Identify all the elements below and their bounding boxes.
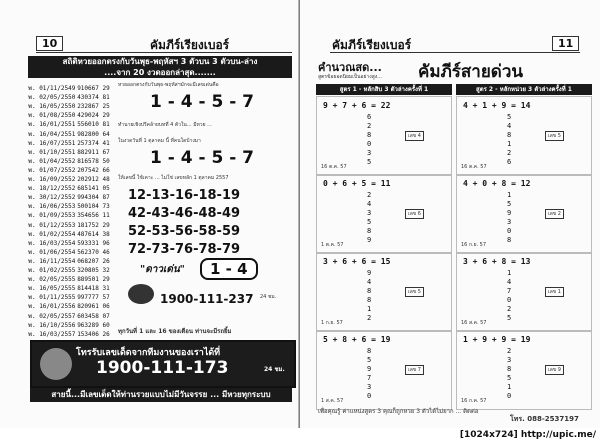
stat-date: 01/11/2549 (39, 85, 76, 92)
draw-date: 1 ต.ค. 57 (321, 242, 344, 248)
lucky-numbers-2: 1 - 4 - 5 - 7 (150, 148, 254, 168)
stat-prefix: พ. (28, 139, 40, 147)
left-header-rule (36, 52, 292, 53)
stat-tail: 46 (102, 248, 110, 256)
stats-banner (28, 56, 292, 78)
digit: 1 (507, 140, 512, 148)
digit: 8 (507, 236, 512, 244)
right-header-rule (330, 52, 580, 53)
stat-tail: 26 (102, 257, 110, 265)
digit: 0 (507, 296, 512, 304)
stat-date: 16/05/2550 (39, 103, 76, 111)
digit: 1 (507, 383, 512, 391)
digit: 5 (507, 200, 512, 208)
stat-date: 16/03/2557 (39, 330, 76, 338)
digit-tag: เลข 4 (405, 131, 424, 141)
stat-number: 816578 (77, 157, 103, 165)
stat-number: 814418 (77, 285, 103, 293)
digit: 0 (367, 140, 372, 148)
stat-tail: 11 (102, 212, 110, 220)
stat-row (28, 275, 114, 284)
stat-prefix: พ. (28, 157, 40, 165)
stat-number: 320805 (77, 267, 103, 274)
stat-prefix: พ. (28, 303, 40, 311)
tip-text-2: ทำนายเชิงปรีคล้ายบทที่ 4 ตัวใน... มีหวย ... (118, 122, 212, 128)
stat-prefix: พ. (28, 276, 40, 284)
formula-cell (316, 330, 452, 410)
stat-prefix: พ. (28, 103, 40, 111)
formula-equation: 9 + 7 + 6 = 22 (323, 101, 391, 110)
stat-prefix: พ. (28, 248, 40, 256)
formula-cell (456, 252, 592, 332)
stat-number: 997777 (77, 294, 103, 302)
stat-number: 430374 (77, 94, 103, 102)
stat-prefix: พ. (28, 121, 40, 129)
formula-cell (316, 96, 452, 176)
stat-date: 16/11/2554 (39, 257, 76, 265)
stat-prefix: พ. (28, 176, 40, 183)
stat-number: 910667 (77, 85, 103, 92)
digit: 7 (507, 287, 512, 295)
stat-prefix: พ. (28, 257, 40, 265)
draw-date: 16 ก.ค. 57 (461, 398, 487, 404)
stat-date: 18/12/2552 (39, 185, 76, 193)
star-label: "ดาวเด่น" (140, 264, 185, 275)
digit-tag: เลข 9 (545, 365, 564, 375)
digit-tag: เลข 7 (405, 365, 424, 375)
stat-row (28, 102, 114, 111)
stat-row (28, 284, 114, 293)
stat-number: 882911 (77, 148, 103, 156)
stat-row (28, 239, 114, 248)
stat-prefix: พ. (28, 194, 40, 202)
stat-number: 593331 (77, 239, 103, 247)
stat-number: 994304 (77, 194, 103, 202)
star-value: 1 - 4 (200, 258, 258, 280)
stat-date: 16/04/2551 (39, 130, 76, 138)
stat-number: 603458 (77, 312, 103, 320)
stat-date: 01/02/2554 (39, 230, 76, 238)
stat-tail: 48 (102, 176, 110, 183)
stat-number: 685141 (77, 185, 103, 193)
stat-number: 500104 (77, 203, 103, 211)
stat-date: 01/08/2550 (39, 112, 76, 120)
stat-date: 16/03/2554 (39, 239, 76, 247)
page-number-right: 11 (552, 36, 579, 51)
stat-row (28, 148, 114, 157)
subtitle: สูตรข้อยอดนิยมเป็นอย่างสูง... (318, 74, 382, 80)
stat-row (28, 93, 114, 102)
formula-cell (316, 174, 452, 254)
stat-date: 16/01/2556 (39, 303, 76, 311)
stat-tail: 64 (102, 130, 110, 138)
formula-equation: 3 + 6 + 8 = 13 (463, 257, 531, 266)
digit: 2 (507, 305, 512, 313)
digit: 2 (507, 347, 512, 355)
digit: 4 (507, 122, 512, 130)
digit-column (507, 347, 511, 401)
stat-date: 16/05/2555 (39, 285, 76, 293)
stat-row (28, 330, 114, 339)
combo-row-1: 12-13-16-18-19 (128, 188, 241, 203)
stat-number: 889501 (77, 276, 103, 284)
stat-prefix: พ. (28, 285, 40, 293)
stat-row (28, 230, 114, 239)
formula-cell (456, 96, 592, 176)
stat-date: 16/06/2553 (39, 203, 76, 211)
stat-row (28, 221, 114, 230)
digit-column (367, 269, 371, 323)
stat-date: 01/11/2555 (39, 294, 76, 302)
hotline-number-1: 1900-111-237 (160, 292, 254, 306)
formula-equation: 5 + 8 + 6 = 19 (323, 335, 391, 344)
stat-number: 232867 (77, 103, 103, 111)
stat-number: 487614 (77, 230, 103, 238)
digit: 8 (367, 131, 372, 139)
digit: 2 (367, 122, 372, 130)
digit: 1 (367, 305, 372, 313)
stat-row (28, 184, 114, 193)
draw-date: 1 ส.ค. 57 (321, 398, 344, 404)
hotline-promo-text: โทรรับเลขเด็ดจากทีมงานของเราได้ที่ (76, 348, 221, 358)
digit: 4 (367, 278, 372, 286)
stat-prefix: พ. (28, 239, 40, 247)
digit: 5 (367, 158, 372, 166)
formula-equation: 1 + 9 + 9 = 19 (463, 335, 531, 344)
digit-column (367, 191, 371, 245)
stat-prefix: พ. (28, 230, 40, 238)
stat-row (28, 211, 114, 220)
digit: 7 (367, 374, 372, 382)
stat-row (28, 130, 114, 139)
digit: 5 (367, 356, 372, 364)
stat-prefix: พ. (28, 294, 40, 302)
draw-date: 16 ก.ย. 57 (461, 242, 487, 248)
digit: 5 (507, 314, 512, 322)
right-header: คัมภีร์เรียงเบอร์ (332, 38, 412, 52)
digit: 8 (367, 347, 372, 355)
stat-row (28, 193, 114, 202)
stat-row (28, 139, 114, 148)
draw-date: 16 ต.ค. 57 (461, 164, 487, 170)
formula-equation: 0 + 6 + 5 = 11 (323, 179, 391, 188)
stats-banner-title: สถิติหวยออกตรงกับวันพุธ-พฤหัสฯ 3 ตัวบน 3 ตัวบน-ล่าง (62, 57, 258, 66)
stat-date: 16/01/2551 (39, 121, 76, 129)
draw-date: 16 ต.ค. 57 (321, 164, 347, 170)
formula-equation: 3 + 6 + 6 = 15 (323, 257, 391, 266)
title-big: คัมภีร์สายด่วน (418, 62, 524, 82)
stat-tail: 05 (102, 185, 110, 193)
stat-tail: 81 (102, 94, 110, 102)
formula-b-header: สูตร 2 - หลักหน่วย 3 ตัวล่างครั้งที่ 1 (456, 84, 592, 95)
stat-prefix: พ. (28, 330, 40, 338)
tip-text-4: ให้เลขนี้ ใช้เคาะ ... ไม่ใช่ เลขหลัก 1 ตุลาคม 2557 (118, 175, 229, 181)
digit: 8 (507, 131, 512, 139)
digit: 1 (507, 191, 512, 199)
footer-text: เพื่อคุณรู้ ค่าแหน่งสูตร 3 คุณก็ถูกหวย 3 ตัวได้ไม่ยาก ... ติดต่อ (318, 408, 479, 415)
formula-cell (316, 252, 452, 332)
page-number-left: 10 (36, 36, 63, 51)
stat-number: 429024 (77, 112, 103, 120)
digit-column (367, 113, 371, 167)
bottom-banner: สายนี้...มีเลขเด็ดให้ท่านรวยแบบไม่มีวันจรรย ... มีหวยทุกระบบ (30, 388, 292, 402)
digit-tag: เลข 1 (545, 287, 564, 297)
digit: 9 (367, 269, 372, 277)
stat-prefix: พ. (28, 221, 40, 229)
stat-date: 01/04/2552 (39, 157, 76, 165)
digit: 1 (507, 269, 512, 277)
stat-tail: 25 (102, 103, 110, 111)
digit-column (367, 347, 371, 401)
stat-tail: 31 (102, 285, 110, 293)
stat-date: 16/07/2551 (39, 139, 76, 147)
tip-text-1: หวยออกตรงกับวันพุธ-พฤหัสฯมักจะมีเลขเด่นคือ (118, 82, 219, 88)
digit-tag: เลข 5 (405, 287, 424, 297)
stat-number: 354656 (77, 212, 103, 220)
digit: 8 (507, 365, 512, 373)
digit-tag: เลข 5 (545, 131, 564, 141)
stat-date: 01/07/2552 (39, 166, 76, 174)
stat-row (28, 120, 114, 129)
stat-date: 01/02/2555 (39, 267, 76, 274)
stat-number: 562370 (77, 248, 103, 256)
digit: 3 (507, 218, 512, 226)
formula-cell (456, 330, 592, 410)
stat-row (28, 312, 114, 321)
stat-prefix: พ. (28, 185, 40, 193)
stat-tail: 66 (102, 166, 110, 174)
formula-cell (456, 174, 592, 254)
stat-prefix: พ. (28, 94, 40, 102)
stat-number: 257374 (77, 139, 103, 147)
stat-prefix: พ. (28, 203, 40, 211)
stat-tail: 29 (102, 85, 110, 92)
stat-tail: 07 (102, 312, 110, 320)
lucky-numbers-1: 1 - 4 - 5 - 7 (150, 92, 254, 112)
digit: 9 (367, 236, 372, 244)
stat-date: 02/05/2557 (39, 312, 76, 320)
footer-phone: โทร. 088-2537197 (510, 415, 579, 423)
stat-tail: 73 (102, 203, 110, 211)
digit-tag: เลข 6 (405, 209, 424, 219)
stat-prefix: พ. (28, 312, 40, 320)
stat-tail: 96 (102, 239, 110, 247)
watermark-url: [1024x724] http://upic.me/ (459, 430, 596, 440)
digit-tag: เลข 2 (545, 209, 564, 219)
stat-row (28, 321, 114, 330)
digit: 8 (367, 296, 372, 304)
stat-date: 01/12/2553 (39, 221, 76, 229)
draw-date: 16 ส.ค. 57 (461, 320, 487, 326)
stat-row (28, 248, 114, 257)
stat-prefix: พ. (28, 148, 40, 156)
digit: 0 (507, 392, 512, 400)
digit: 4 (507, 278, 512, 286)
stat-row (28, 111, 114, 120)
digit: 3 (367, 149, 372, 157)
stat-number: 068207 (77, 257, 103, 265)
stat-tail: 29 (102, 276, 110, 284)
stat-tail: 29 (102, 221, 110, 229)
digit: 2 (367, 191, 372, 199)
stat-tail: 50 (102, 157, 110, 165)
stat-prefix: พ. (28, 212, 40, 220)
stat-row (28, 257, 114, 266)
schedule-note: ทุกวันที่ 1 และ 16 ของเดือน ท่านจะมีรถยิ้ม (118, 328, 232, 335)
stat-date: 02/05/2550 (39, 94, 76, 102)
stat-prefix: พ. (28, 85, 40, 92)
digit: 0 (367, 392, 372, 400)
stat-date: 01/09/2553 (39, 212, 76, 220)
stat-row (28, 202, 114, 211)
stat-tail: 81 (102, 121, 110, 129)
stat-row (28, 166, 114, 175)
stat-prefix: พ. (28, 130, 40, 138)
hotline-1-hours: 24 ชม. (260, 294, 277, 300)
left-header: คัมภีร์เรียงเบอร์ (150, 38, 230, 52)
title-small: คำนวณสด... (318, 61, 382, 74)
combo-row-2: 42-43-46-48-49 (128, 206, 241, 221)
digit: 0 (507, 227, 512, 235)
formula-a-header: สูตร 1 - หลักสิบ 3 ตัวล่างครั้งที่ 1 (316, 84, 452, 95)
stat-tail: 87 (102, 194, 110, 202)
stat-row (28, 84, 114, 93)
digit: 3 (367, 383, 372, 391)
stat-number: 556010 (77, 121, 103, 129)
digit-column (507, 191, 511, 245)
stat-date: 16/09/2552 (39, 176, 76, 183)
stat-row (28, 302, 114, 311)
stat-date: 02/05/2555 (39, 276, 76, 284)
stat-tail: 38 (102, 230, 110, 238)
formula-equation: 4 + 0 + 8 = 12 (463, 179, 531, 188)
stat-row (28, 293, 114, 302)
stat-number: 207542 (77, 166, 103, 174)
left-page (0, 0, 300, 428)
stat-tail: 06 (102, 303, 110, 311)
hotline-banner (30, 340, 296, 388)
draw-date: 1 ก.ย. 57 (321, 320, 343, 326)
digit: 5 (507, 374, 512, 382)
stat-number: 820961 (77, 303, 103, 311)
digit: 8 (367, 287, 372, 295)
stat-tail: 26 (102, 330, 110, 338)
phone-handset-icon (128, 284, 154, 304)
digit-column (507, 113, 511, 167)
digit: 3 (507, 356, 512, 364)
digit: 5 (507, 113, 512, 121)
stats-banner-sub: ....จาก 20 งวดออกล่าสุด....... (104, 68, 216, 77)
digit: 3 (367, 209, 372, 217)
tip-text-3: ในงวดวันที่ 1 ตุลาคม นี้ ที่คนใดบ้างมา (118, 138, 201, 144)
formula-equation: 4 + 1 + 9 = 14 (463, 101, 531, 110)
stat-date: 01/06/2554 (39, 248, 76, 256)
stat-prefix: พ. (28, 267, 40, 274)
stat-date: 01/10/2551 (39, 148, 76, 156)
stat-row (28, 157, 114, 166)
stat-tail: 32 (102, 267, 110, 274)
stat-number: 202912 (77, 176, 103, 183)
digit: 4 (367, 200, 372, 208)
stat-prefix: พ. (28, 166, 40, 174)
digit-column (507, 269, 511, 323)
combo-row-4: 72-73-76-78-79 (128, 242, 241, 257)
hotline-2-hours: 24 ชม. (264, 366, 285, 373)
digit: 5 (367, 218, 372, 226)
digit: 8 (367, 227, 372, 235)
stat-number: 963289 (77, 321, 103, 329)
stat-tail: 41 (102, 139, 110, 147)
stat-row (28, 175, 114, 184)
stat-number: 153406 (77, 330, 103, 338)
stat-row (28, 266, 114, 275)
stat-number: 982800 (77, 130, 103, 138)
stat-tail: 67 (102, 148, 110, 156)
digit: 9 (367, 365, 372, 373)
stat-prefix: พ. (28, 321, 40, 329)
combo-row-3: 52-53-56-58-59 (128, 224, 241, 239)
stat-date: 30/12/2552 (39, 194, 76, 202)
phone-icon (40, 348, 72, 380)
digit: 6 (367, 113, 372, 121)
stat-prefix: พ. (28, 112, 40, 120)
digit: 9 (507, 209, 512, 217)
digit: 2 (367, 314, 372, 322)
stat-number: 181752 (77, 221, 103, 229)
stat-tail: 57 (102, 294, 110, 302)
stat-tail: 29 (102, 112, 110, 120)
digit: 2 (507, 149, 512, 157)
stat-tail: 60 (102, 321, 110, 329)
hotline-number-2: 1900-111-173 (96, 358, 229, 378)
stat-date: 16/10/2556 (39, 321, 76, 329)
right-page (300, 0, 600, 428)
digit: 6 (507, 158, 512, 166)
